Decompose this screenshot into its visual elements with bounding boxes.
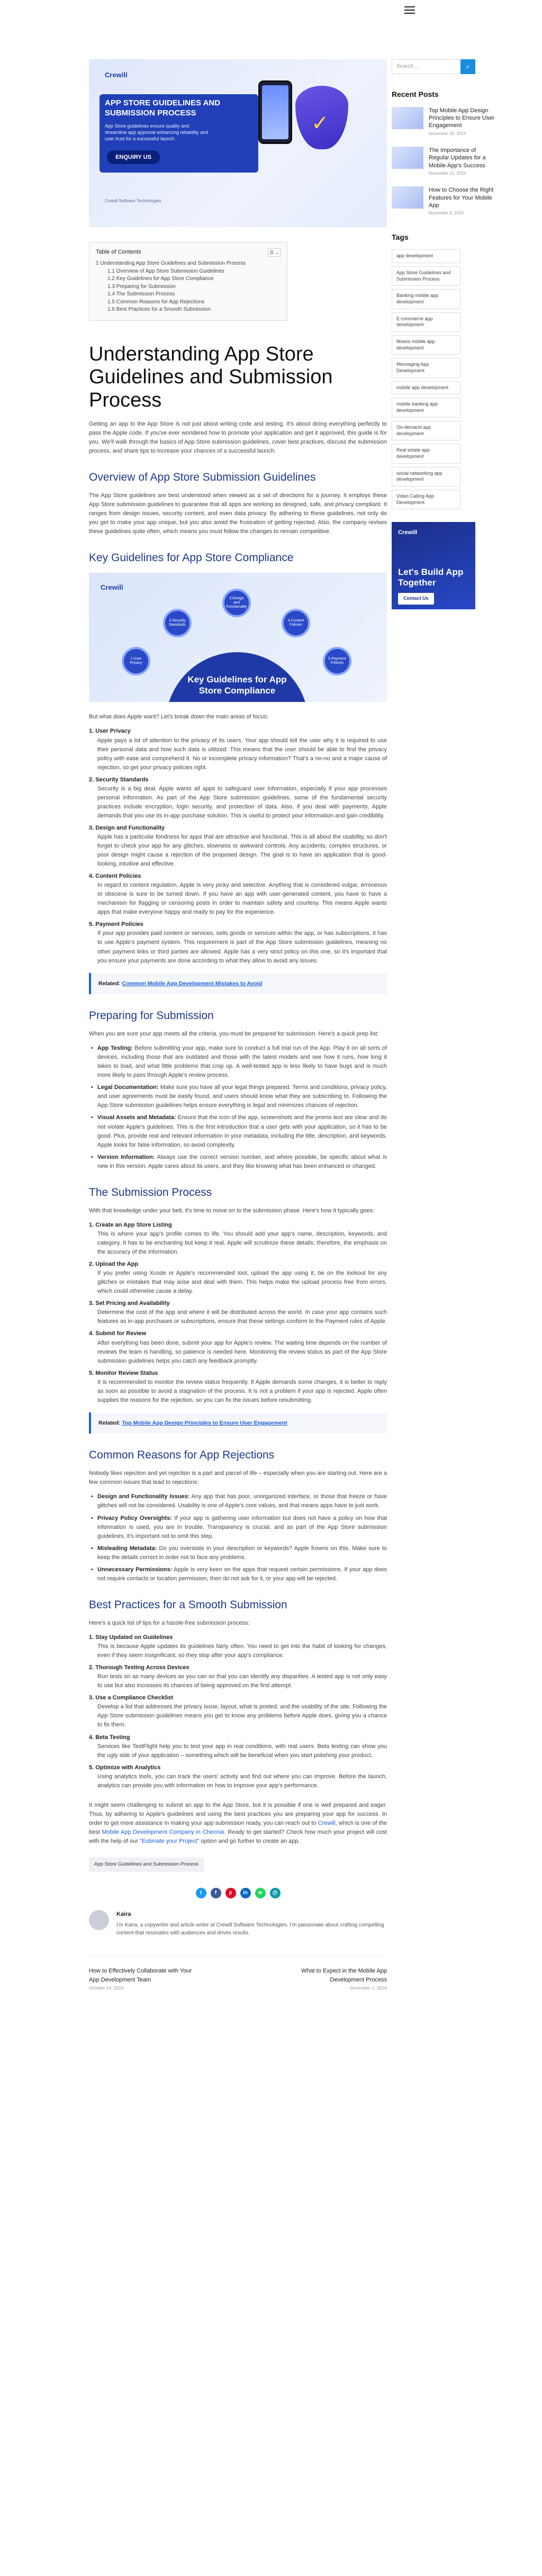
compliance-lead: But what does Apple want? Let's break down the main areas of focus:: [89, 714, 269, 720]
list-item-text: Using analytics tools, you can track the users' activity and find out where you can improve. Before the launch, analytics can provide you with information on how to improve your app's performance.: [97, 1773, 387, 1789]
node-design-functionality: 3.Design and Functionality: [222, 589, 251, 617]
toc-item[interactable]: 1.5 Common Reasons for App Rejections: [107, 299, 205, 305]
list-item-text: If your app is gathering user information but does not have a policy on how that information is used, you are in trouble. Transparency is crucial, and as part of the App Store submission guidelines, it's important not to omit this step.: [97, 1515, 387, 1539]
estimate-link[interactable]: "Estimate your Project": [140, 1838, 200, 1844]
list-item-text: Develop a list that addresses the privacy issue, layout, what is posted, and the usability of the site. Following the App Store submission guidelines means you get to know any problems before Apple does, giving you a chance to fix them.: [97, 1704, 387, 1728]
phone-illustration: [258, 80, 292, 144]
list-item-text: It is recommended to monitor the review status frequently. If Apple demands some changes, it is better to reply as soon as possible to avoid a stagnation of the process. It is not a problem if your app is rejected. Apple often supplies the reasons for the rejection, so you can fix the issues before resubmitting.: [97, 1379, 387, 1403]
node-payment-policies: 5.Payment Policies: [323, 647, 351, 675]
list-item: [89, 1694, 387, 1730]
tag-link[interactable]: mobile app development: [392, 381, 460, 395]
recent-post-date: November 12, 2024: [429, 170, 466, 176]
list-item-text: In regard to content regulation, Apple is very picky and selective. Anything that is considered vulgar, erroneous or obscene is sure to be turned down. If you have an app with user-generated content, you have to have a mechanism for flagging or censoring posts in order to maintain safety and courtesy. This means Apple wants apps that make everyone happy and ready to pay for the experience.: [97, 882, 387, 916]
list-item-title: Unnecessary Permissions:: [97, 1566, 173, 1573]
list-item: [89, 1113, 387, 1149]
promo-brand: Crewill: [398, 529, 418, 536]
toc-toggle-button[interactable]: ☰ ⌄: [268, 248, 281, 257]
list-item: [89, 1221, 387, 1257]
conclusion-paragraph: It might seem challenging to submit an app to the App Store, but it is possible if one is well prepared and eager. Thus, by adhering to Apple's guidelines and using the best practices you are preparing your app for success. In order to get more assistance in making your app submission ready, you can reach out to Crewill, which is one of the best Mobile App Development Company in Chennai. Ready to get started? Check how much your project will cost with the help of our "Estimate your Project" option and go further to create an app.: [89, 1802, 387, 1844]
next-post-title[interactable]: What to Expect in the Mobile App Development Process: [301, 1967, 387, 1983]
facebook-icon[interactable]: f: [211, 1888, 221, 1898]
crewill-link[interactable]: Crewill: [318, 1820, 336, 1826]
list-item-text: Apple pays a lot of attention to the privacy of its users. Your app should tell the user why it is required to use their personal data and how such data is utilized. This means that the user should be able to find the privacy policy with ease and comprehend it. No or incomplete privacy information? That's a no-no and a major cause of rejection, so get your privacy policies right.: [97, 737, 387, 771]
promo-banner[interactable]: [392, 522, 475, 609]
list-item-title: Upload the App: [95, 1261, 139, 1268]
previous-post-title[interactable]: How to Effectively Collaborate with Your App Development Team: [89, 1967, 192, 1983]
email-icon[interactable]: @: [270, 1888, 281, 1898]
list-item: [89, 1083, 387, 1110]
preparing-list: [89, 1044, 387, 1171]
twitter-icon[interactable]: t: [196, 1888, 206, 1898]
top-bar: [0, 0, 542, 21]
search-form: [392, 59, 496, 74]
share-buttons: [89, 1888, 387, 1898]
tag-link[interactable]: E-commerce app development: [392, 312, 460, 332]
tags-title: Tags: [392, 232, 409, 241]
company-link[interactable]: Mobile App Development Company in Chennai: [102, 1829, 224, 1835]
related-label: Related:: [98, 1419, 121, 1426]
rejections-lead: Nobody likes rejection and yet rejection is a part and parcel of life – especially when you are starting out. Here are a few common issues that lead to rejections:: [89, 1470, 387, 1486]
check-icon: ✓: [311, 112, 329, 135]
list-item: [89, 1514, 387, 1541]
tag-link[interactable]: mobile banking app development: [392, 398, 460, 417]
process-heading: The Submission Process: [89, 1186, 212, 1199]
list-item-title: Visual Assets and Metadata:: [97, 1114, 176, 1121]
recent-posts-title: Recent Posts: [392, 90, 439, 98]
related-label: Related:: [98, 980, 121, 987]
process-lead: With that knowledge under your belt, it's time to move on to the submission phase. Here's how it typically goes:: [89, 1207, 375, 1214]
overview-heading: Overview of App Store Submission Guidelines: [89, 471, 316, 483]
hero-title: APP STORE GUIDELINES AND SUBMISSION PROCESS: [105, 98, 221, 118]
tag-link[interactable]: Messaging App Development: [392, 358, 460, 377]
author-box: [89, 1910, 387, 1938]
list-item-text: Make sure you have all your legal things prepared. Terms and conditions, privacy policy, and user agreements must be easily found, and users should know what they are subscribing to. Following the App Store submission guidelines helps ensure everything is legal and minimizes chances of rejection.: [97, 1084, 387, 1109]
list-item-title: Privacy Policy Oversights:: [97, 1515, 173, 1521]
enquiry-button[interactable]: ENQUIRY US: [107, 150, 160, 164]
tag-link[interactable]: App Store Guidelines and Submission Process: [392, 266, 460, 286]
list-item-title: Submit for Review: [95, 1330, 147, 1337]
recent-post-thumbnail[interactable]: [392, 107, 423, 129]
toc-item[interactable]: 1.4 The Submission Process: [107, 291, 175, 298]
whatsapp-icon[interactable]: w: [255, 1888, 266, 1898]
recent-post[interactable]: [392, 186, 496, 217]
recent-post-title[interactable]: The Importance of Regular Updates for a Mobile App's Success: [429, 147, 486, 169]
recent-post[interactable]: [392, 107, 496, 137]
guidelines-infographic: [89, 573, 387, 702]
recent-post-date: November 8, 2024: [429, 211, 464, 216]
list-item-text: Run tests on as many devices as you can so that you can identify any disparities. A tested app is not only easy to use but also increases its chances of being approved on the first attempt.: [97, 1673, 387, 1689]
avatar: [89, 1910, 109, 1930]
recent-post-date: November 20, 2024: [429, 131, 466, 136]
recent-post-thumbnail[interactable]: [392, 186, 423, 209]
search-input[interactable]: Search ...: [392, 59, 460, 74]
article: [89, 59, 387, 1992]
list-item-text: Always use the correct version number, and where possible, be specific about what is new in this version. Apple cares about its users, and they like knowing what has been enhanced or changed.: [97, 1154, 387, 1169]
process-list: [89, 1221, 387, 1405]
related-link[interactable]: Common Mobile App Development Mistakes to Avoid: [122, 980, 263, 987]
toc-list: [96, 260, 281, 314]
hero-description: App Store guidelines ensure quality and streamline app approval enhancing reliability and user trust for a successful launch.: [105, 123, 209, 142]
overview-paragraph: The App Store guidelines are best understood when viewed as a set of directions for a journey. It employs these App Store submission guidelines to guarantee that all apps are working as designed, safe, and privacy compliant. It ranges from design issues, security content, and even data privacy. By adhering to these guidelines, not only do you get to make your app unique, but you also avoid the frustration of getting rejected. Also, the company revises these guidelines quite often, which means you must follow the changes to remain competitive.: [89, 492, 387, 535]
list-item-title: Beta Testing: [95, 1734, 130, 1741]
list-item-text: This is where your app's profile comes to life. You should add your app's name, description, keywords, and category. It has to be enchanting but keep it real. Apple will scrutinize these details; therefore, the emphasis on the accuracy of the information.: [97, 1231, 387, 1256]
list-item: [89, 1153, 387, 1171]
contact-us-button[interactable]: Contact Us: [398, 593, 434, 605]
recent-post[interactable]: [392, 147, 496, 177]
hero-brand: Crewill: [105, 71, 128, 79]
post-navigation: [89, 1956, 387, 1992]
list-item-title: Security Standards: [95, 776, 149, 783]
list-item-text: Ensure that the icon of the app, screenshots and the promo text are clear and do not violate Apple's guidelines. This is the first introduction that a user gets with your application, so it has to be good. Plus, provide real and relevant information in your metadata, including the title, description, and keywords. Apple looks for false information, so avoid complexity.: [97, 1114, 387, 1148]
infographic-title: Key Guidelines for App Store Compliance: [187, 674, 287, 696]
list-item: [89, 776, 387, 821]
best-practices-list: [89, 1633, 387, 1790]
related-box: [89, 973, 387, 994]
tag-link[interactable]: On-demand app development: [392, 421, 460, 440]
table-of-contents: [89, 242, 287, 321]
list-item: [89, 824, 387, 869]
toc-item[interactable]: 1.1 Overview of App Store Submission Guidelines: [107, 268, 224, 274]
page-title: Understanding App Store Guidelines and Submission Process: [89, 343, 333, 411]
list-item-title: Set Pricing and Availability: [95, 1300, 170, 1307]
next-post-date: November 1, 2024: [350, 1985, 387, 1990]
node-user-privacy: 1.User Privacy: [122, 647, 150, 675]
tag-link[interactable]: Video Calling App Development: [392, 490, 460, 509]
search-icon[interactable]: ⌕: [460, 59, 475, 74]
list-item-title: Optimize with Analytics: [95, 1764, 161, 1771]
list-item: [89, 1565, 387, 1583]
list-item-title: Content Policies: [95, 873, 141, 880]
list-item-text: If your app provides paid content or services, sells goods or services within the app, or has subscriptions, it has to use Apple's payment system. This requirement is part of the App Store submission guidelines, meaning no other payment links or third parties are allowed. Apple has a very strict policy on this one, so it's important that you ensure your payments are done according to what they allow to avoid any issues.: [97, 930, 387, 964]
list-item-title: User Privacy: [95, 728, 131, 735]
hero-image: [89, 59, 387, 227]
sidebar: [392, 59, 496, 609]
list-item-text: If you prefer using Xcode or Apple's recommended tool, upload the app using it; be on the lookout for any glitches or mistakes that may arise and deal with them. This helps make the upload process free from errors, which could otherwise cause a delay.: [97, 1270, 387, 1295]
list-item-title: Payment Policies: [95, 921, 143, 928]
tag-cloud: [392, 249, 496, 509]
related-box: [89, 1412, 387, 1434]
related-link[interactable]: Top Mobile App Design Principles to Ensure User Engagement: [122, 1419, 287, 1426]
list-item-title: App Testing:: [97, 1045, 133, 1052]
list-item: [89, 1492, 387, 1510]
preparing-heading: Preparing for Submission: [89, 1009, 214, 1022]
list-item: [89, 1633, 387, 1660]
next-post[interactable]: [276, 1967, 387, 1992]
list-item-text: Any app that has poor, unorganized interface, or those that freeze or have glitches will not be considered. Usability is one of Apple's core values, and that means apps have to just work.: [97, 1493, 387, 1509]
list-item: [89, 1044, 387, 1080]
hero-footer: Crewill Software Technologies: [105, 199, 161, 203]
list-item-text: Apple is very keen on the apps that request certain permissions. If your app does not require contacts or location permission, then do not ask for it, or your app will be rejected.: [97, 1566, 387, 1582]
compliance-list: [89, 727, 387, 965]
compliance-heading: Key Guidelines for App Store Compliance: [89, 552, 294, 564]
promo-text: Let's Build App Together: [398, 567, 464, 588]
list-item: [89, 872, 387, 917]
list-item-text: Security is a big deal. Apple wants all apps to safeguard user information, especially if your app processes personal information. As part of the App Store submission guidelines, some of the fundamental security practices include encryption, login security, and protection of data. Also, if you deal with payments, Apple demands that you use its in-app purchase solution. This is useful to protect your information and gain credibility.: [97, 785, 387, 819]
post-tag[interactable]: App Store Guidelines and Submission Process: [89, 1858, 204, 1872]
recent-post-thumbnail[interactable]: [392, 147, 423, 169]
toc-item[interactable]: 1.2 Key Guidelines for App Store Compliance: [107, 276, 214, 282]
node-security-standards: 2.Security Standards: [163, 609, 192, 637]
node-content-policies: 4.Content Policies: [282, 609, 310, 637]
tag-link[interactable]: Banking mobile app development: [392, 289, 460, 309]
list-item-title: Monitor Review Status: [95, 1370, 158, 1376]
list-item: [89, 1663, 387, 1690]
list-item-title: Version Information:: [97, 1154, 155, 1160]
list-item-text: Services like TestFlight help you to test your app in real conditions, with real users. Beta testing can show you the ugly side of your application – something which will be beneficial when you start polishing your product.: [97, 1743, 387, 1759]
list-item-title: Misleading Metadata:: [97, 1545, 157, 1552]
rejections-heading: Common Reasons for App Rejections: [89, 1449, 275, 1462]
infographic-brand: Crewill: [101, 583, 123, 592]
list-item-text: This is because Apple updates its guidelines fairly often. You need to get into the habit of looking for changes, even if they seem insignificant, so they stop after your app's compliance.: [97, 1643, 387, 1659]
list-item: [89, 727, 387, 772]
previous-post-date: October 24, 2024: [89, 1985, 124, 1990]
list-item-title: Design and Functionality: [95, 824, 165, 831]
list-item-text: Before submitting your app, make sure to conduct a full trial run of the App. Play it on all sorts of devices, including those that are outdated and those with the latest models and see how it runs, how long it takes to load, and what little problems that crop up. A well-tested app is less likely to have bugs and is much more likely to pass through Apple's review process.: [97, 1045, 387, 1079]
list-item: [89, 920, 387, 965]
recent-post-title[interactable]: Top Mobile App Design Principles to Ensure User Engagement: [429, 107, 495, 129]
best-practices-lead: Here's a quick list of tips for a hassle-free submission process:: [89, 1620, 250, 1627]
preparing-lead: When you are sure your app meets all the criteria, you must be prepared for submission. Here's a quick prep list:: [89, 1031, 379, 1038]
list-item-title: Design and Functionality Issues:: [97, 1493, 190, 1500]
author-name[interactable]: Kaira: [116, 1911, 131, 1917]
list-item-title: Use a Compliance Checklist: [95, 1695, 173, 1701]
recent-posts-list: [392, 107, 496, 217]
list-item: [89, 1260, 387, 1296]
best-practices-heading: Best Practices for a Smooth Submission: [89, 1598, 287, 1611]
pinterest-icon[interactable]: p: [225, 1888, 236, 1898]
list-item: [89, 1329, 387, 1365]
list-item-text: After everything has been done, submit your app for Apple's review. The waiting time depends on the number of reviews the team is handling, so patience is needed here. Monitoring the review status as part of the App Store submission guidelines helps you catch any feedback promptly.: [97, 1339, 387, 1364]
linkedin-icon[interactable]: in: [240, 1888, 251, 1898]
list-item-title: Stay Updated on Guidelines: [95, 1634, 173, 1641]
list-item-title: Create an App Store Listing: [95, 1221, 172, 1228]
list-item-title: Legal Documentation:: [97, 1084, 159, 1091]
list-item-text: Apple has a particular fondness for apps that are attractive and functional. This is all about the usability, so don't forget to check your app for any glitches, slowness or awkward controls. Any accidents, complex structures, or poor design might cause a rejection of the proposed design. The goal is to have an application that is good-looking, intuitive and effective.: [97, 833, 387, 868]
menu-icon[interactable]: [403, 4, 416, 16]
author-bio: I'm Kaira, a copywriter and article writer at Crewill Software Technologies. I'm passionate about crafting compelling content that resonates with audiences and drives results.: [116, 1922, 384, 1936]
tag-link[interactable]: Real estate app development: [392, 444, 460, 463]
list-item: [89, 1733, 387, 1760]
list-item: [89, 1544, 387, 1562]
previous-post[interactable]: [89, 1967, 200, 1992]
list-item-text: Determine the cost of the app and where it will be distributed across the world. In case your app contains such features as in-app purchases or subscriptions, ensure that these settings conform to the Payment rules of Apple.: [97, 1309, 387, 1325]
list-item: [89, 1369, 387, 1405]
toc-item[interactable]: 1 Understanding App Store Guidelines and Submission Process: [96, 260, 246, 267]
tag-link[interactable]: app development: [392, 249, 460, 263]
list-item-title: Thorough Testing Across Devices: [95, 1664, 189, 1671]
toc-title: Table of Contents: [96, 249, 141, 255]
toc-item[interactable]: 1.3 Preparing for Submission: [107, 283, 176, 290]
recent-post-title[interactable]: How to Choose the Right Features for Your Mobile App: [429, 187, 494, 209]
intro-paragraph: Getting an app to the App Store is not just about writing code and testing. It's about doing everything perfectly to pass the Apple code. If you've ever wondered how to promote your application and get it approved, this guide is for you. We'll walk through the basics of App Store submission guidelines, cover best practices, discuss the submission process, and share tips to increase your chances of a successful launch.: [89, 420, 387, 454]
rejections-list: [89, 1492, 387, 1583]
toc-item[interactable]: 1.6 Best Practices for a Smooth Submission: [107, 307, 211, 313]
list-item-text: Do you overstate in your description or keywords? Apple frowns on this. Make sure to keep the details correct in order not to face any problems.: [97, 1545, 387, 1561]
list-item: [89, 1763, 387, 1790]
tag-link[interactable]: fitness mobile app development: [392, 335, 460, 355]
list-item: [89, 1299, 387, 1326]
tag-link[interactable]: social networking app development: [392, 467, 460, 487]
